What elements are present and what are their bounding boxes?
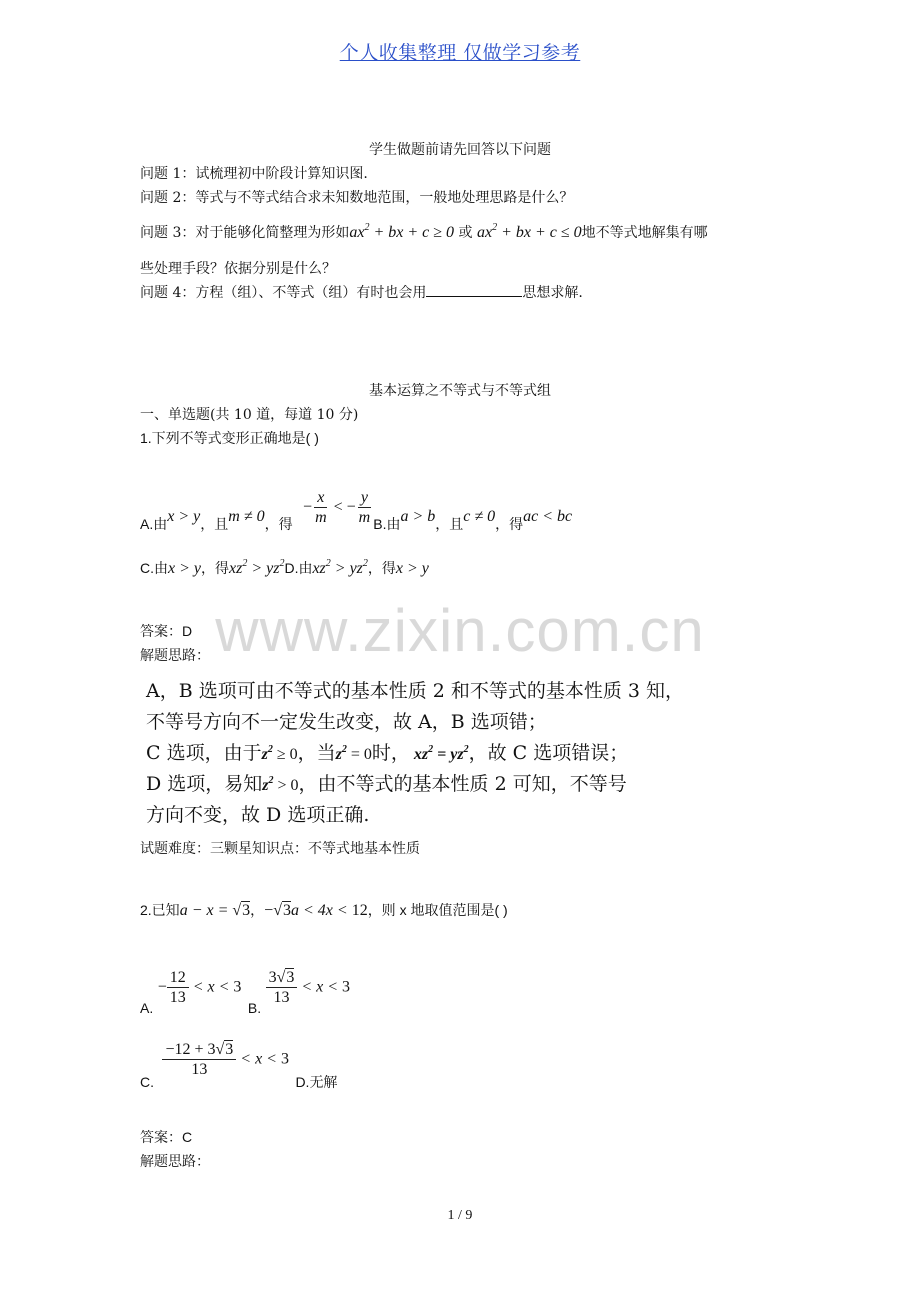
page-header: 个人收集整理 仅做学习参考 bbox=[339, 42, 581, 64]
q1-solution-line-2: 不等号方向不一定发生改变，故 A，B 选项错； bbox=[146, 711, 547, 733]
q1-meta: 试题难度：三颗星知识点：不等式地基本性质 bbox=[140, 841, 420, 857]
q1-solution-line-4: D 选项，易知$z^2 > 0$，由不等式的基本性质 2 可知，不等号 bbox=[146, 773, 627, 795]
q1-stem: 1.下列不等式变形正确地是( ) bbox=[140, 430, 319, 446]
formula-ax2-le: $ax^2$ + bx + c ≤ 0 bbox=[476, 222, 582, 241]
intro-title: 学生做题前请先回答以下问题 bbox=[369, 142, 551, 158]
q1-options-ab: A.由x > y，且m ≠ 0，得 − $\frac{x}{m}$ < − $\frac{y}{m}$ B.由a > b，且c ≠ 0，得ac < bc bbox=[140, 489, 573, 533]
q1-option-a-formula: − $\frac{x}{m}$ < − $\frac{y}{m}$ bbox=[303, 489, 371, 526]
q2-options-cd: C. $\frac{-12 + 3√3}{13}$ < x < 3 D.无解 bbox=[140, 1041, 338, 1090]
q1-solution-line-5: 方向不变，故 D 选项正确. bbox=[146, 804, 370, 826]
q2-answer: 答案：C bbox=[140, 1129, 193, 1145]
q2-option-a-formula: − $\frac{12}{13}$ < x < 3 bbox=[157, 969, 242, 1006]
question-2-prompt: 问题 2：等式与不等式结合求未知数地范围，一般地处理思路是什么？ bbox=[140, 190, 574, 206]
q2-options-ab: A. − $\frac{12}{13}$ < x < 3 B. $\frac{3√3}{13}$ < x < 3 bbox=[140, 969, 351, 1016]
q1-solution-line-3: C 选项，由于$z^2 \ge 0$，当$z^2 = 0$时， $xz^2 = yz^2$，故 C 选项错误； bbox=[146, 742, 629, 764]
q1-options-cd: C.由x > y，得$xz^2 > yz^2D$.由$xz^2 > yz^2$，得x > y bbox=[140, 558, 429, 577]
formula-ax2-ge: $ax^2$ + bx + c ≥ 0 bbox=[349, 222, 455, 241]
question-4-prompt: 问题 4：方程（组）、不等式（组）有时也会用 思想求解. bbox=[140, 285, 583, 301]
question-3-continued: 些处理手段？依据分别是什么？ bbox=[140, 261, 336, 277]
fill-in-blank bbox=[426, 284, 522, 297]
q2-option-b-formula: $\frac{3√3}{13}$ < x < 3 bbox=[266, 968, 350, 1007]
q2-stem: 2.已知a − x = √3，−√3a < 4x < 12，则 x 地取值范围是( ) bbox=[140, 902, 508, 919]
watermark: www.zixin.com.cn bbox=[215, 597, 705, 664]
question-1-prompt: 问题 1：试梳理初中阶段计算知识图. bbox=[140, 166, 368, 182]
q2-option-c-formula: $\frac{-12 + 3√3}{13}$ < x < 3 bbox=[162, 1040, 289, 1079]
page-number: 1 / 9 bbox=[447, 1208, 473, 1223]
section-title: 基本运算之不等式与不等式组 bbox=[369, 383, 551, 399]
q2-thinking-label: 解题思路： bbox=[140, 1154, 210, 1170]
q1-solution-line-1: A，B 选项可由不等式的基本性质 2 和不等式的基本性质 3 知， bbox=[146, 680, 685, 702]
q1-answer: 答案：D bbox=[140, 623, 193, 639]
section-heading: 一、单选题(共 10 道，每道 10 分) bbox=[140, 407, 359, 423]
q1-thinking-label: 解题思路： bbox=[140, 648, 210, 664]
question-3-prompt: 问题 3：对于能够化简整理为形如$ax^2$ + bx + c ≥ 0 或 $ax^2$ + bx + c ≤ 0地不等式地解集有哪 bbox=[140, 222, 708, 241]
